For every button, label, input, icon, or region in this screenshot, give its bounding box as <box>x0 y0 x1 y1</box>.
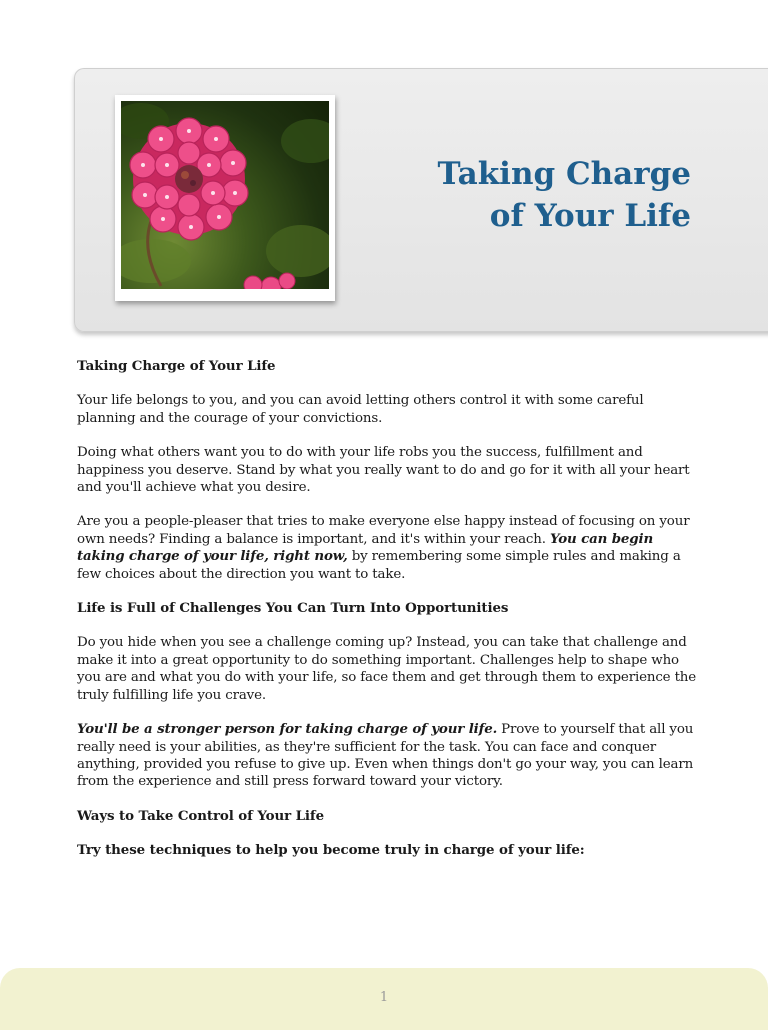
paragraph-others-want: Doing what others want you to do with your life robs you the success, fulfillment and happiness you deserve. Stand by what you really want to do and go for it with all your heart and you'll achieve what you desire. <box>77 445 690 496</box>
heading-challenges: Life is Full of Challenges You Can Turn Into Opportunities <box>77 600 509 617</box>
footer-bar <box>0 968 768 1030</box>
banner-title-line2: of Your Life <box>489 198 691 234</box>
paragraph-stronger-person <box>77 721 697 791</box>
heading-try-techniques: Try these techniques to help you become truly in charge of your life: <box>77 842 585 859</box>
page-number: 1 <box>379 990 389 1005</box>
paragraph-people-pleaser-end: by remembering some simple rules and making a few choices about the direction you want to take. <box>77 549 681 582</box>
paragraph-hide-challenge: Do you hide when you see a challenge coming up? Instead, you can take that challenge and make it into a great opportunity to do something important. Challenges help to shape who you are and what you do with your life, so face them and get through them to experience the truly fulfilling life you crave. <box>77 635 697 703</box>
flower-photo <box>121 101 329 289</box>
paragraph-people-pleaser <box>77 513 697 583</box>
flower-illustration <box>121 101 329 289</box>
heading-taking-charge: Taking Charge of Your Life <box>77 358 276 374</box>
header-banner <box>74 68 768 332</box>
banner-title <box>351 153 691 237</box>
article-body <box>77 358 697 860</box>
emphasis-stronger-person: You'll be a stronger person for taking charge of your life. <box>77 721 498 738</box>
heading-ways-to-take-control: Ways to Take Control of Your Life <box>77 807 324 824</box>
emphasis-you-can-begin: You can begin taking charge of your life, right now, <box>77 530 654 565</box>
paragraph-stronger-person-end: Prove to yourself that all you really need is your abilities, as they're sufficient for the task. You can face and conquer anything, provided you refuse to give up. Even when things don't go your way, you can learn from the experience and still press forward toward your victory. <box>77 722 694 790</box>
paragraph-life-belongs: Your life belongs to you, and you can avoid letting others control it with some careful planning and the courage of your convictions. <box>77 393 644 426</box>
flower-photo-frame <box>115 95 335 301</box>
banner-title-line1: Taking Charge <box>437 156 691 192</box>
paragraph-people-pleaser-start: Are you a people-pleaser that tries to make everyone else happy instead of focusing on your own needs? Finding a balance is important, and it's within your reach. <box>77 514 690 547</box>
